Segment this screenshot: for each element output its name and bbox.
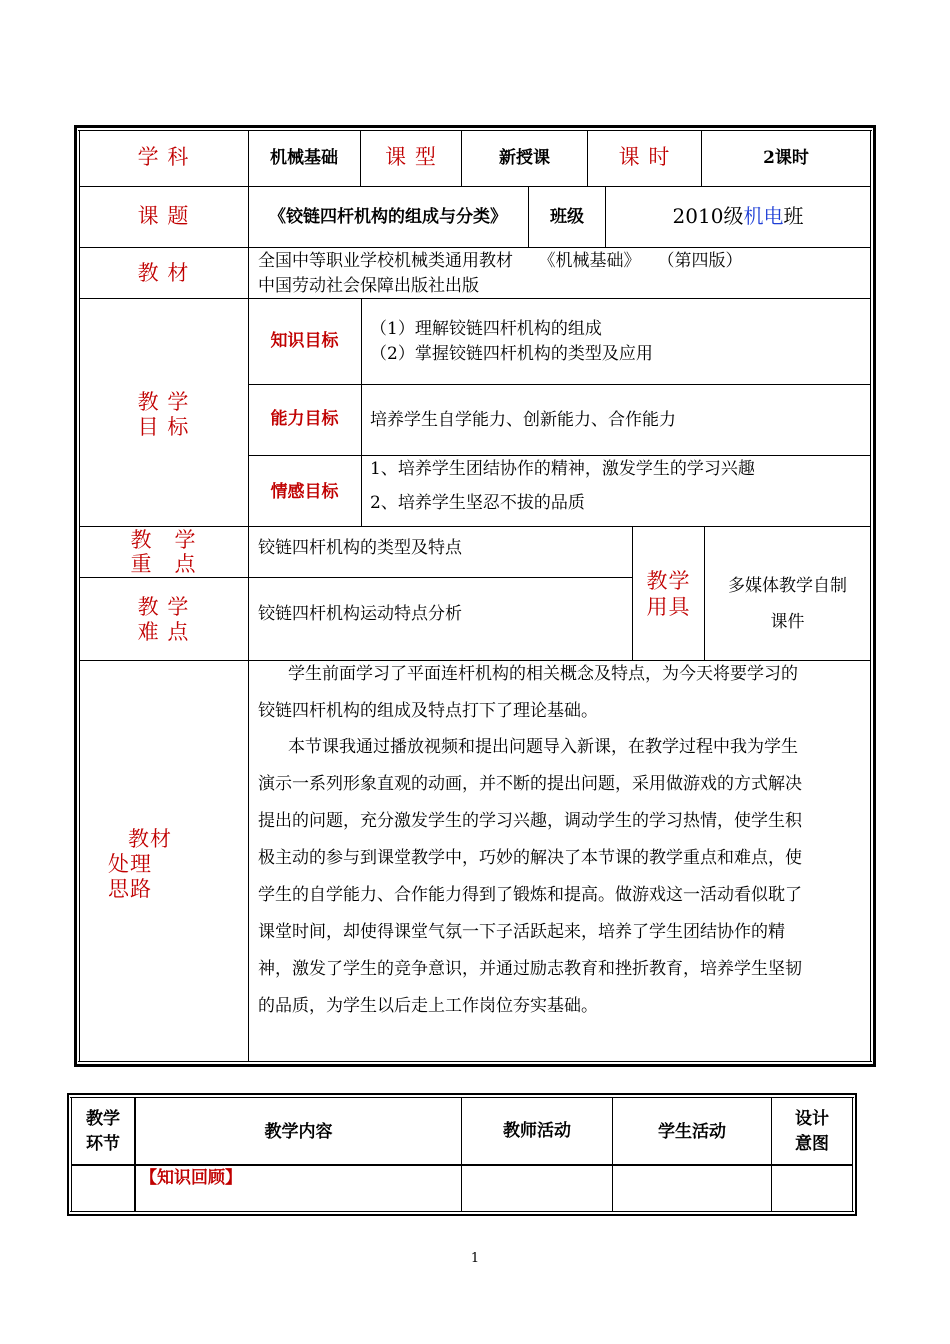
class-year: 2010级: [672, 204, 744, 228]
lesson-type-label: 课 型: [385, 145, 437, 169]
subject-value: 机械基础: [270, 148, 338, 168]
approach-line: 的品质，为学生以后走上工作岗位夯实基础。: [258, 996, 598, 1016]
content-header: 教学内容: [264, 1122, 333, 1142]
tools-text-line-2: 课件: [770, 612, 805, 632]
objectives-label-line-1: 教 学: [137, 390, 190, 414]
page-number: 1: [470, 1251, 480, 1266]
approach-line: 课堂时间，却使得课堂气氛一下子活跃起来，培养了学生团结协作的精: [258, 922, 785, 942]
class-suffix: 班: [783, 204, 804, 228]
approach-label-line-1: 教材: [128, 827, 172, 851]
difficulties-text: 铰链四杆机构运动特点分析: [258, 604, 462, 624]
hours-label: 课 时: [618, 145, 671, 169]
design-intent-header-line-1: 设计: [795, 1109, 829, 1129]
knowledge-goal-line-1: （1）理解铰链四杆机构的组成: [370, 319, 602, 339]
topic-label: 课 题: [137, 204, 190, 228]
hours-value: 2课时: [763, 148, 809, 168]
approach-line: 学生前面学习了平面连杆机构的相关概念及特点，为今天将要学习的: [288, 664, 798, 684]
student-activity-header: 学生活动: [658, 1122, 726, 1142]
approach-line: 神，激发了学生的竞争意识，并通过励志教育和挫折教育，培养学生坚韧: [258, 959, 802, 979]
key-points-label-line-1: 教 学: [130, 528, 197, 552]
textbook-line-1: 全国中等职业学校机械类通用教材 《机械基础》 （第四版）: [258, 251, 743, 271]
approach-line: 极主动的参与到课堂教学中，巧妙的解决了本节课的教学重点和难点，使: [258, 848, 802, 868]
tools-text-line-1: 多媒体教学自制: [728, 576, 847, 596]
approach-line: 演示一系列形象直观的动画，并不断的提出问题，采用做游戏的方式解决: [258, 774, 802, 794]
class-major: 机电: [743, 204, 784, 228]
emotion-goal-line-1: 1、培养学生团结协作的精神，激发学生的学习兴趣: [370, 459, 755, 479]
class-label: 班级: [550, 207, 584, 227]
textbook-label: 教 材: [137, 261, 190, 285]
knowledge-review-heading: 【知识回顾】: [140, 1168, 242, 1188]
approach-line: 铰链四杆机构的组成及特点打下了理论基础。: [258, 701, 598, 721]
tools-label-line-1: 教学: [646, 569, 691, 593]
approach-line: 学生的自学能力、合作能力得到了锻炼和提高。做游戏这一活动看似耽了: [258, 885, 802, 905]
approach-line: 本节课我通过播放视频和提出问题导入新课，在教学过程中我为学生: [288, 737, 798, 757]
knowledge-goal-line-2: （2）掌握铰链四杆机构的类型及应用: [370, 344, 653, 364]
ability-goal-label: 能力目标: [270, 409, 339, 429]
stage-header-line-2: 环节: [86, 1134, 120, 1154]
design-intent-header-line-2: 意图: [795, 1134, 829, 1154]
topic-value: 《铰链四杆机构的组成与分类》: [269, 207, 507, 227]
approach-label-line-3: 思路: [108, 877, 152, 901]
tools-label-line-2: 用具: [646, 595, 691, 619]
ability-goal-text: 培养学生自学能力、创新能力、合作能力: [370, 410, 676, 430]
teacher-activity-header: 教师活动: [503, 1121, 571, 1141]
emotion-goal-label: 情感目标: [270, 482, 339, 502]
emotion-goal-line-2: 2、培养学生坚忍不拔的品质: [370, 493, 585, 513]
objectives-label-line-2: 目 标: [137, 415, 190, 439]
lesson-type-value: 新授课: [499, 148, 550, 168]
class-value: [606, 205, 870, 227]
textbook-line-2: 中国劳动社会保障出版社出版: [258, 276, 479, 296]
key-points-label-line-2: 重 点: [130, 552, 197, 576]
key-points-text: 铰链四杆机构的类型及特点: [258, 538, 462, 558]
subject-label: 学 科: [137, 145, 190, 169]
approach-line: 提出的问题，充分激发学生的学习兴趣，调动学生的学习热情，使学生积: [258, 811, 802, 831]
difficulties-label-line-2: 难 点: [137, 620, 190, 644]
stage-header-line-1: 教学: [86, 1109, 120, 1129]
difficulties-label-line-1: 教 学: [137, 595, 190, 619]
knowledge-goal-label: 知识目标: [270, 331, 339, 351]
approach-label-line-2: 处理: [108, 852, 152, 876]
